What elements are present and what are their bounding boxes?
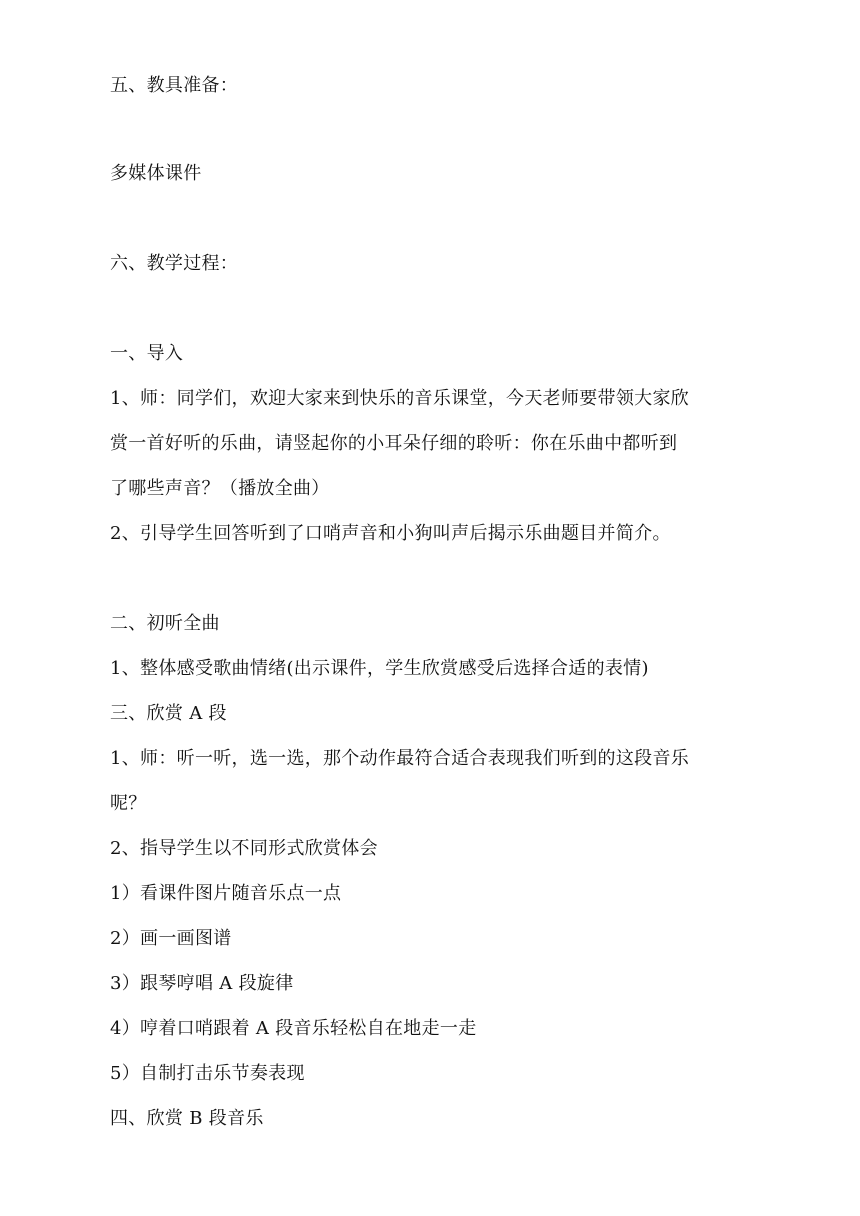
- section-appreciate-a: 三、欣赏 A 段: [110, 703, 227, 724]
- section-first-listen: 二、初听全曲: [110, 613, 220, 634]
- heading-teaching-aids: 五、教具准备：: [110, 75, 239, 96]
- paragraph-line: 2、引导学生回答听到了口哨声音和小狗叫声后揭示乐曲题目并简介。: [110, 523, 671, 544]
- list-item: 5）自制打击乐节奏表现: [110, 1063, 305, 1084]
- paragraph-line: 1、整体感受歌曲情绪(出示课件，学生欣赏感受后选择合适的表情): [110, 658, 649, 679]
- section-appreciate-b: 四、欣赏 B 段音乐: [110, 1108, 264, 1129]
- list-item: 4）哼着口哨跟着 A 段音乐轻松自在地走一走: [110, 1018, 477, 1039]
- list-item: 3）跟琴哼唱 A 段旋律: [110, 973, 294, 994]
- section-introduction: 一、导入: [110, 343, 184, 364]
- paragraph-line: 呢？: [110, 793, 147, 814]
- paragraph-line: 1、师：听一听，选一选，那个动作最符合适合表现我们听到的这段音乐: [110, 748, 690, 769]
- heading-teaching-process: 六、教学过程：: [110, 253, 239, 274]
- paragraph-line: 2、指导学生以不同形式欣赏体会: [110, 838, 378, 859]
- paragraph-line: 赏一首好听的乐曲，请竖起你的小耳朵仔细的聆听：你在乐曲中都听到: [110, 433, 678, 454]
- paragraph-line: 了哪些声音？（播放全曲）: [110, 478, 330, 499]
- paragraph-line: 1、师：同学们，欢迎大家来到快乐的音乐课堂，今天老师要带领大家欣: [110, 388, 690, 409]
- list-item: 2）画一画图谱: [110, 928, 232, 949]
- list-item: 1）看课件图片随音乐点一点: [110, 883, 342, 904]
- teaching-aids-item: 多媒体课件: [110, 163, 202, 184]
